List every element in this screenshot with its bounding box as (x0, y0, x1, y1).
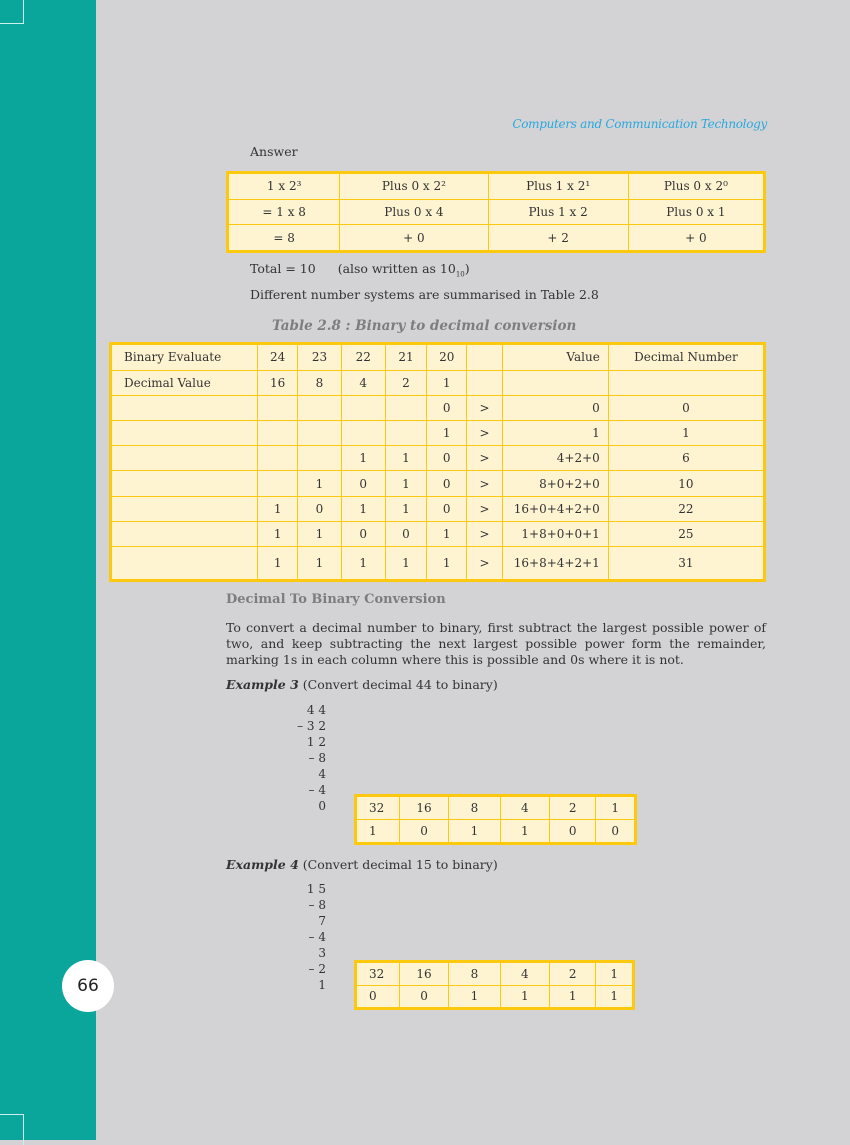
table-cell: + 2 (488, 225, 628, 252)
table-cell (258, 471, 298, 496)
table-cell (111, 496, 258, 521)
table-cell: 0 (298, 496, 342, 521)
answer-table (226, 171, 766, 253)
table-cell (298, 421, 342, 446)
table-cell: 0 (596, 820, 636, 844)
subtraction-step: – 8 (308, 751, 326, 765)
table-cell: Plus 0 x 4 (340, 199, 488, 224)
table-cell: 4 (500, 796, 549, 820)
table-cell: + 0 (628, 225, 764, 252)
table-cell: 1 (385, 496, 427, 521)
table-cell: 1 (385, 547, 427, 581)
table-row (111, 446, 765, 471)
table-cell: 1 (549, 985, 595, 1009)
table-cell (111, 446, 258, 471)
example4-table (354, 960, 635, 1010)
table-row (228, 225, 765, 252)
example3-subtraction (266, 702, 326, 814)
total-note-sub: 10 (455, 270, 465, 279)
table-cell: 24 (258, 344, 298, 371)
table-cell (467, 344, 503, 371)
table-cell: 16+0+4+2+0 (502, 496, 608, 521)
table-cell: 1 (341, 496, 385, 521)
table-cell: 1 (298, 521, 342, 546)
example3-desc: (Convert decimal 44 to binary) (302, 677, 498, 692)
table-cell (385, 395, 427, 420)
total-text: Total = 10 (250, 261, 316, 276)
table-cell: 23 (298, 344, 342, 371)
table-cell: Plus 1 x 2¹ (488, 173, 628, 200)
table-row (228, 173, 765, 200)
subtraction-step: 1 (318, 978, 326, 992)
subtraction-step: 7 (318, 914, 326, 928)
table-cell: 1 (608, 421, 764, 446)
table-cell: 0 (608, 395, 764, 420)
table-cell (111, 547, 258, 581)
example3-heading (226, 677, 498, 692)
table-cell: > (467, 547, 503, 581)
total-note (337, 261, 470, 279)
table-cell: 1+8+0+0+1 (502, 521, 608, 546)
table-cell (111, 421, 258, 446)
table-cell: 10 (608, 471, 764, 496)
crop-mark-bottom (0, 1114, 24, 1145)
example3-table (354, 794, 637, 845)
table-cell (298, 395, 342, 420)
table-cell (341, 395, 385, 420)
subtraction-step: 1 2 (306, 735, 326, 749)
table-cell: 0 (399, 985, 448, 1009)
table-cell: 1 (427, 421, 467, 446)
table-cell: 0 (341, 471, 385, 496)
table-cell: > (467, 421, 503, 446)
table-cell: 16 (399, 962, 448, 986)
table-cell: = 8 (228, 225, 340, 252)
table-cell (298, 446, 342, 471)
table-cell: 16+8+4+2+1 (502, 547, 608, 581)
table-cell (258, 446, 298, 471)
crop-mark-top (0, 0, 24, 24)
answer-label: Answer (250, 144, 298, 159)
page-number: 66 (62, 960, 114, 1012)
table-cell: 1 (258, 547, 298, 581)
table-cell: 32 (356, 796, 400, 820)
table-cell: 21 (385, 344, 427, 371)
table-cell: 16 (258, 370, 298, 395)
example4-desc: (Convert decimal 15 to binary) (302, 857, 498, 872)
table-cell: Plus 0 x 2² (340, 173, 488, 200)
summary-text: Different number systems are summarised in Table 2.8 (250, 287, 599, 302)
table-row (356, 985, 634, 1009)
table-row (111, 370, 765, 395)
table-cell: 0 (549, 820, 595, 844)
subtraction-step: – 4 (308, 930, 326, 944)
example4-heading (226, 857, 498, 872)
table-cell: 0 (502, 395, 608, 420)
table-cell: 6 (608, 446, 764, 471)
table-cell: Binary Evaluate (111, 344, 258, 371)
example4-label: Example 4 (226, 857, 299, 872)
table-cell: > (467, 471, 503, 496)
subtraction-step: 3 (318, 946, 326, 960)
table-cell: 1 (500, 985, 549, 1009)
section-heading: Decimal To Binary Conversion (226, 592, 446, 607)
subtraction-step: 4 4 (306, 703, 326, 717)
table-cell: 0 (356, 985, 400, 1009)
example4-subtraction (266, 881, 326, 993)
table-cell: 1 x 2³ (228, 173, 340, 200)
total-line (250, 261, 470, 279)
paragraph: To convert a decimal number to binary, first subtract the largest possible power of two, and keep subtracting the next largest possible power form the remainder, marking 1s in each column where this is possible and 0s where it is not. (226, 620, 766, 667)
total-note-prefix: (also written as 10 (337, 261, 456, 276)
table-cell: Decimal Number (608, 344, 764, 371)
table-cell: 1 (298, 547, 342, 581)
table-cell: 8 (449, 962, 500, 986)
table-cell: 1 (427, 547, 467, 581)
table-cell: Plus 0 x 2⁰ (628, 173, 764, 200)
table-cell: 2 (549, 796, 595, 820)
subtraction-step: 1 5 (306, 882, 326, 896)
table-row (111, 496, 765, 521)
table-row (111, 344, 765, 371)
table-cell (258, 395, 298, 420)
table-cell: 0 (385, 521, 427, 546)
table-cell: 0 (427, 395, 467, 420)
table-cell (467, 370, 503, 395)
table-cell: > (467, 521, 503, 546)
table-cell: 1 (385, 471, 427, 496)
subtraction-step: – 8 (308, 898, 326, 912)
table-cell: 31 (608, 547, 764, 581)
table-cell: 1 (356, 820, 400, 844)
table-cell: 0 (399, 820, 448, 844)
table-cell (502, 370, 608, 395)
table-cell: 20 (427, 344, 467, 371)
table-row (111, 421, 765, 446)
table-cell: > (467, 395, 503, 420)
table-cell: Decimal Value (111, 370, 258, 395)
table-cell: 22 (341, 344, 385, 371)
subtraction-step: – 2 (308, 962, 326, 976)
table-cell (385, 421, 427, 446)
table-cell: 1 (341, 547, 385, 581)
table-cell: 1 (298, 471, 342, 496)
table-cell: Value (502, 344, 608, 371)
example3-label: Example 3 (226, 677, 299, 692)
table-cell: 0 (341, 521, 385, 546)
table-caption: Table 2.8 : Binary to decimal conversion (272, 318, 577, 334)
table-cell: Plus 1 x 2 (488, 199, 628, 224)
table-cell: 8 (449, 796, 500, 820)
subtraction-step: 0 (318, 799, 326, 813)
table-cell: > (467, 496, 503, 521)
table-cell (258, 421, 298, 446)
table-cell: + 0 (340, 225, 488, 252)
total-note-suffix: ) (464, 261, 470, 276)
table-cell (341, 421, 385, 446)
table-cell (111, 521, 258, 546)
table-cell: 1 (427, 521, 467, 546)
table-row (356, 820, 636, 844)
table-cell: 4 (341, 370, 385, 395)
table-cell: 1 (596, 985, 634, 1009)
subtraction-step: – 3 2 (297, 719, 326, 733)
table-cell: 1 (449, 820, 500, 844)
table-row (356, 962, 634, 986)
table-cell: 1 (596, 962, 634, 986)
table-cell: 2 (549, 962, 595, 986)
table-cell: 8 (298, 370, 342, 395)
table-cell: 1 (385, 446, 427, 471)
table-cell: 22 (608, 496, 764, 521)
table-cell: 0 (427, 446, 467, 471)
subtraction-step: 4 (318, 767, 326, 781)
table-cell: 1 (500, 820, 549, 844)
running-header: Computers and Communication Technology (512, 117, 767, 131)
table-cell: 1 (427, 370, 467, 395)
table-cell: 16 (399, 796, 448, 820)
table-cell: 4 (500, 962, 549, 986)
table-row (111, 395, 765, 420)
table-cell: 25 (608, 521, 764, 546)
table-cell: 1 (258, 521, 298, 546)
table-cell: 8+0+2+0 (502, 471, 608, 496)
table-cell: 1 (502, 421, 608, 446)
table-cell (111, 471, 258, 496)
table-cell: 0 (427, 471, 467, 496)
table-cell: 4+2+0 (502, 446, 608, 471)
subtraction-step: – 4 (308, 783, 326, 797)
table-row (228, 199, 765, 224)
table-row (111, 521, 765, 546)
table-cell: > (467, 446, 503, 471)
table-cell: 1 (258, 496, 298, 521)
binary-decimal-table (109, 342, 766, 582)
table-cell: Plus 0 x 1 (628, 199, 764, 224)
table-row (111, 471, 765, 496)
table-cell: 1 (341, 446, 385, 471)
table-cell: 1 (596, 796, 636, 820)
table-cell: = 1 x 8 (228, 199, 340, 224)
table-cell (111, 395, 258, 420)
table-cell: 1 (449, 985, 500, 1009)
table-cell: 0 (427, 496, 467, 521)
table-cell: 2 (385, 370, 427, 395)
table-row (356, 796, 636, 820)
table-row (111, 547, 765, 581)
table-cell: 32 (356, 962, 400, 986)
table-cell (608, 370, 764, 395)
